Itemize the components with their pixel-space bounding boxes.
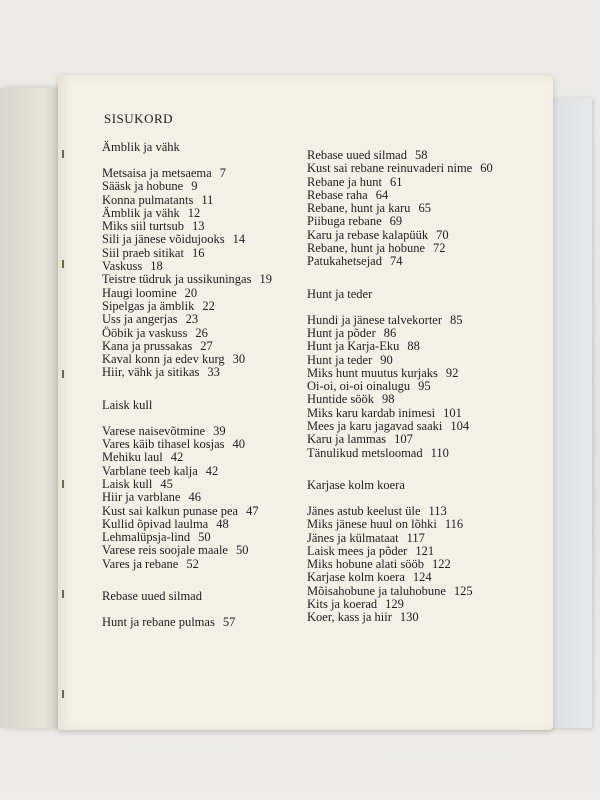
entry-title: Rebane, hunt ja karu — [307, 201, 411, 216]
entry-title: Konna pulmatants — [102, 192, 194, 207]
entry-page-number: 42 — [205, 463, 219, 478]
entry-page-number: 48 — [216, 516, 229, 531]
toc-entry — [102, 478, 307, 491]
entry-page-number: 52 — [186, 556, 199, 571]
entry-title: Haugi loomine — [102, 285, 177, 300]
binding-stitch — [62, 480, 64, 488]
entry-page-number: 70 — [436, 227, 449, 242]
entry-page-number: 27 — [200, 338, 213, 353]
entry-page-number: 125 — [453, 583, 473, 598]
entry-page-number: 113 — [428, 503, 447, 518]
entry-title: Jänes ja külmataat — [307, 530, 399, 545]
entry-page-number: 16 — [191, 245, 205, 260]
entry-page-number: 47 — [246, 503, 259, 518]
entry-title: Hiir, vähk ja sitikas — [102, 365, 200, 380]
entry-page-number: 7 — [219, 166, 226, 180]
toc-entry — [307, 202, 512, 215]
toc-section-heading — [102, 398, 307, 413]
toc-entry — [307, 393, 512, 406]
toc-entry — [307, 189, 512, 202]
entry-title: Kullid õpivad laulma — [102, 516, 209, 531]
entry-page-number: 22 — [202, 298, 215, 313]
toc-entry — [102, 366, 307, 379]
toc-entry — [102, 180, 307, 193]
toc-section-heading — [307, 478, 512, 493]
toc-entry — [102, 544, 307, 557]
entry-title: Kits ja koerad — [307, 597, 378, 612]
toc-section-heading — [307, 287, 512, 302]
toc-entry — [307, 162, 512, 175]
entry-title: Tänulikud metsloomad — [307, 445, 423, 460]
toc-entry — [307, 327, 512, 340]
toc-entry — [307, 598, 512, 611]
entry-page-number: 90 — [380, 352, 393, 367]
entry-page-number: 64 — [375, 187, 389, 202]
entry-page-number: 69 — [389, 214, 403, 229]
toc-entry — [307, 505, 512, 518]
binding-stitch — [62, 590, 64, 598]
toc-entry — [307, 558, 512, 571]
entry-page-number: 121 — [415, 543, 435, 558]
toc-entry — [102, 233, 307, 246]
toc-entry — [102, 260, 307, 273]
entry-page-number: 50 — [235, 543, 249, 558]
entry-title: Sili ja jänese võidujooks — [102, 232, 225, 247]
toc-entry — [102, 220, 307, 233]
entry-page-number: 40 — [232, 437, 246, 452]
toc-entry — [102, 616, 307, 629]
entry-title: Miks hobune alati sööb — [307, 557, 425, 572]
entry-page-number: 23 — [185, 312, 199, 327]
entry-title: Uss ja angerjas — [102, 312, 178, 327]
toc-entry — [102, 491, 307, 504]
entry-page-number: 95 — [418, 379, 431, 394]
entry-title: Hiir ja varblane — [102, 490, 181, 505]
left-page — [0, 88, 62, 728]
entry-title: Hunt ja põder — [307, 325, 376, 340]
entry-title: Hundi ja jänese talvekorter — [307, 312, 443, 327]
entry-title: Vares käib tihasel kosjas — [102, 437, 225, 452]
toc-entry — [102, 353, 307, 366]
toc-entry — [307, 149, 512, 162]
entry-page-number: 12 — [187, 205, 201, 220]
section-title: Laisk kull — [102, 397, 153, 412]
entry-page-number: 124 — [412, 570, 432, 585]
entry-title: Koer, kass ja hiir — [307, 610, 392, 625]
toc-entry — [307, 433, 512, 446]
section-title: Ämblik ja vähk — [102, 140, 180, 154]
entry-page-number: 98 — [382, 392, 395, 407]
toc-entry — [102, 438, 307, 451]
entry-title: Siil praeb sitikat — [102, 245, 184, 260]
binding-stitch — [62, 150, 64, 158]
binding-stitch — [62, 690, 64, 698]
toc-entry — [307, 532, 512, 545]
toc-entry — [102, 207, 307, 220]
entry-title: Ämblik ja vähk — [102, 205, 180, 220]
toc-entry — [307, 585, 512, 598]
entry-page-number: 18 — [150, 259, 163, 274]
toc-section-heading — [102, 589, 307, 604]
toc-left-column — [102, 140, 307, 629]
entry-page-number: 88 — [407, 339, 420, 354]
entry-page-number: 46 — [188, 490, 201, 505]
toc-entry — [307, 367, 512, 380]
toc-entry — [102, 451, 307, 464]
entry-page-number: 101 — [443, 405, 462, 420]
toc-entry — [307, 176, 512, 189]
entry-title: Mehiku laul — [102, 450, 163, 465]
toc-entry — [102, 505, 307, 518]
toc-entry — [102, 313, 307, 326]
entry-title: Vaskuss — [102, 259, 143, 274]
toc-entry — [102, 518, 307, 531]
entry-title: Kust sai kalkun punase pea — [102, 503, 239, 518]
entry-page-number: 122 — [432, 557, 451, 572]
entry-page-number: 65 — [418, 201, 431, 216]
entry-title: Kaval konn ja edev kurg — [102, 352, 225, 367]
entry-title: Jänes astub keelust üle — [307, 503, 421, 518]
entry-title: Rebane ja hunt — [307, 174, 382, 189]
entry-page-number: 39 — [213, 423, 226, 438]
entry-page-number: 45 — [160, 476, 173, 491]
entry-page-number: 42 — [170, 450, 184, 465]
toc-entry — [307, 447, 512, 460]
entry-page-number: 110 — [430, 445, 449, 460]
toc-entry — [307, 518, 512, 531]
entry-title: Sipelgas ja ämblik — [102, 298, 195, 313]
entry-title: Vares ja rebane — [102, 556, 179, 571]
toc-entry — [102, 531, 307, 544]
toc-entry — [307, 354, 512, 367]
entry-page-number: 50 — [198, 530, 211, 545]
toc-entry — [307, 215, 512, 228]
entry-title: Lehmalüpsja-lind — [102, 530, 191, 545]
section-title: Rebase uued silmad — [102, 589, 202, 604]
toc-entry — [102, 465, 307, 478]
entry-title: Teistre tüdruk ja ussikuningas — [102, 272, 252, 287]
toc-entry — [102, 327, 307, 340]
entry-page-number: 9 — [191, 179, 198, 194]
entry-title: Patukahetsejad — [307, 254, 382, 269]
entry-title: Mees ja karu jagavad saaki — [307, 419, 443, 434]
entry-title: Piibuga rebane — [307, 214, 382, 229]
entry-title: Huntide söök — [307, 392, 375, 407]
toc-entry — [307, 340, 512, 353]
entry-page-number: 116 — [444, 517, 464, 532]
entry-page-number: 30 — [232, 352, 246, 367]
entry-title: Kust sai rebane reinuvaderi nime — [307, 161, 473, 176]
toc-entry — [307, 314, 512, 327]
entry-title: Oi-oi, oi-oi oinalugu — [307, 379, 411, 394]
toc-section-heading — [102, 140, 307, 155]
entry-title: Karjase kolm koera — [307, 570, 405, 585]
toc-entry — [307, 545, 512, 558]
entry-page-number: 60 — [480, 161, 493, 176]
toc-entry — [102, 558, 307, 571]
entry-page-number: 72 — [433, 241, 446, 256]
entry-page-number: 85 — [450, 312, 463, 327]
toc-right-column — [307, 149, 512, 625]
toc-title: SISUKORD — [104, 111, 174, 126]
entry-title: Metsaisa ja metsaema — [102, 166, 212, 180]
entry-page-number: 33 — [207, 365, 220, 380]
toc-entry — [307, 571, 512, 584]
toc-entry — [102, 287, 307, 300]
binding-stitch — [62, 260, 64, 268]
entry-page-number: 74 — [389, 254, 403, 269]
entry-title: Mõisahobune ja taluhobune — [307, 583, 446, 598]
toc-entry — [307, 242, 512, 255]
entry-page-number: 129 — [385, 597, 404, 612]
entry-title: Varblane teeb kalja — [102, 463, 198, 478]
entry-page-number: 86 — [383, 325, 397, 340]
section-title: Hunt ja teder — [307, 286, 373, 301]
entry-page-number: 14 — [232, 232, 246, 247]
entry-page-number: 57 — [222, 615, 236, 630]
toc-entry — [102, 425, 307, 438]
toc-entry — [102, 340, 307, 353]
entry-page-number: 61 — [389, 174, 403, 189]
entry-title: Karu ja rebase kalapüük — [307, 227, 429, 242]
entry-title: Kana ja prussakas — [102, 338, 193, 353]
entry-title: Rebase raha — [307, 187, 368, 202]
entry-page-number: 130 — [399, 610, 419, 625]
entry-title: Miks jänese huul on lõhki — [307, 517, 437, 532]
toc-entry — [307, 611, 512, 624]
entry-page-number: 104 — [450, 419, 470, 434]
section-title: Karjase kolm koera — [307, 477, 405, 492]
toc-entry — [102, 300, 307, 313]
entry-page-number: 26 — [195, 325, 208, 340]
toc-entry — [102, 273, 307, 286]
entry-title: Hunt ja teder — [307, 352, 373, 367]
entry-title: Sääsk ja hobune — [102, 179, 184, 194]
entry-title: Laisk mees ja põder — [307, 543, 408, 558]
toc-entry — [102, 194, 307, 207]
toc-entry — [102, 167, 307, 180]
entry-title: Laisk kull — [102, 476, 153, 491]
toc-entry — [307, 255, 512, 268]
entry-title: Hunt ja Karja-Eku — [307, 339, 400, 354]
entry-title: Miks karu kardab inimesi — [307, 405, 436, 420]
entry-title: Ööbik ja vaskuss — [102, 325, 188, 340]
entry-page-number: 107 — [394, 432, 413, 447]
toc-entry — [307, 407, 512, 420]
entry-page-number: 117 — [406, 530, 425, 545]
entry-title: Varese naisevõtmine — [102, 423, 206, 438]
toc-entry — [307, 229, 512, 242]
entry-page-number: 92 — [445, 365, 459, 380]
toc-entry — [102, 247, 307, 260]
toc-entry — [307, 380, 512, 393]
entry-title: Rebase uued silmad — [307, 148, 407, 162]
entry-page-number: 20 — [184, 285, 198, 300]
entry-title: Hunt ja rebane pulmas — [102, 615, 215, 630]
entry-page-number: 19 — [259, 272, 272, 287]
toc-entry — [307, 420, 512, 433]
entry-title: Karu ja lammas — [307, 432, 387, 447]
entry-title: Rebane, hunt ja hobune — [307, 241, 426, 256]
entry-title: Miks hunt muutus kurjaks — [307, 365, 438, 380]
entry-title: Miks siil turtsub — [102, 219, 184, 234]
entry-page-number: 13 — [191, 219, 205, 234]
entry-title: Varese reis soojale maale — [102, 543, 228, 558]
entry-page-number: 11 — [201, 192, 214, 207]
binding-stitch — [62, 370, 64, 378]
entry-page-number: 58 — [414, 148, 428, 162]
